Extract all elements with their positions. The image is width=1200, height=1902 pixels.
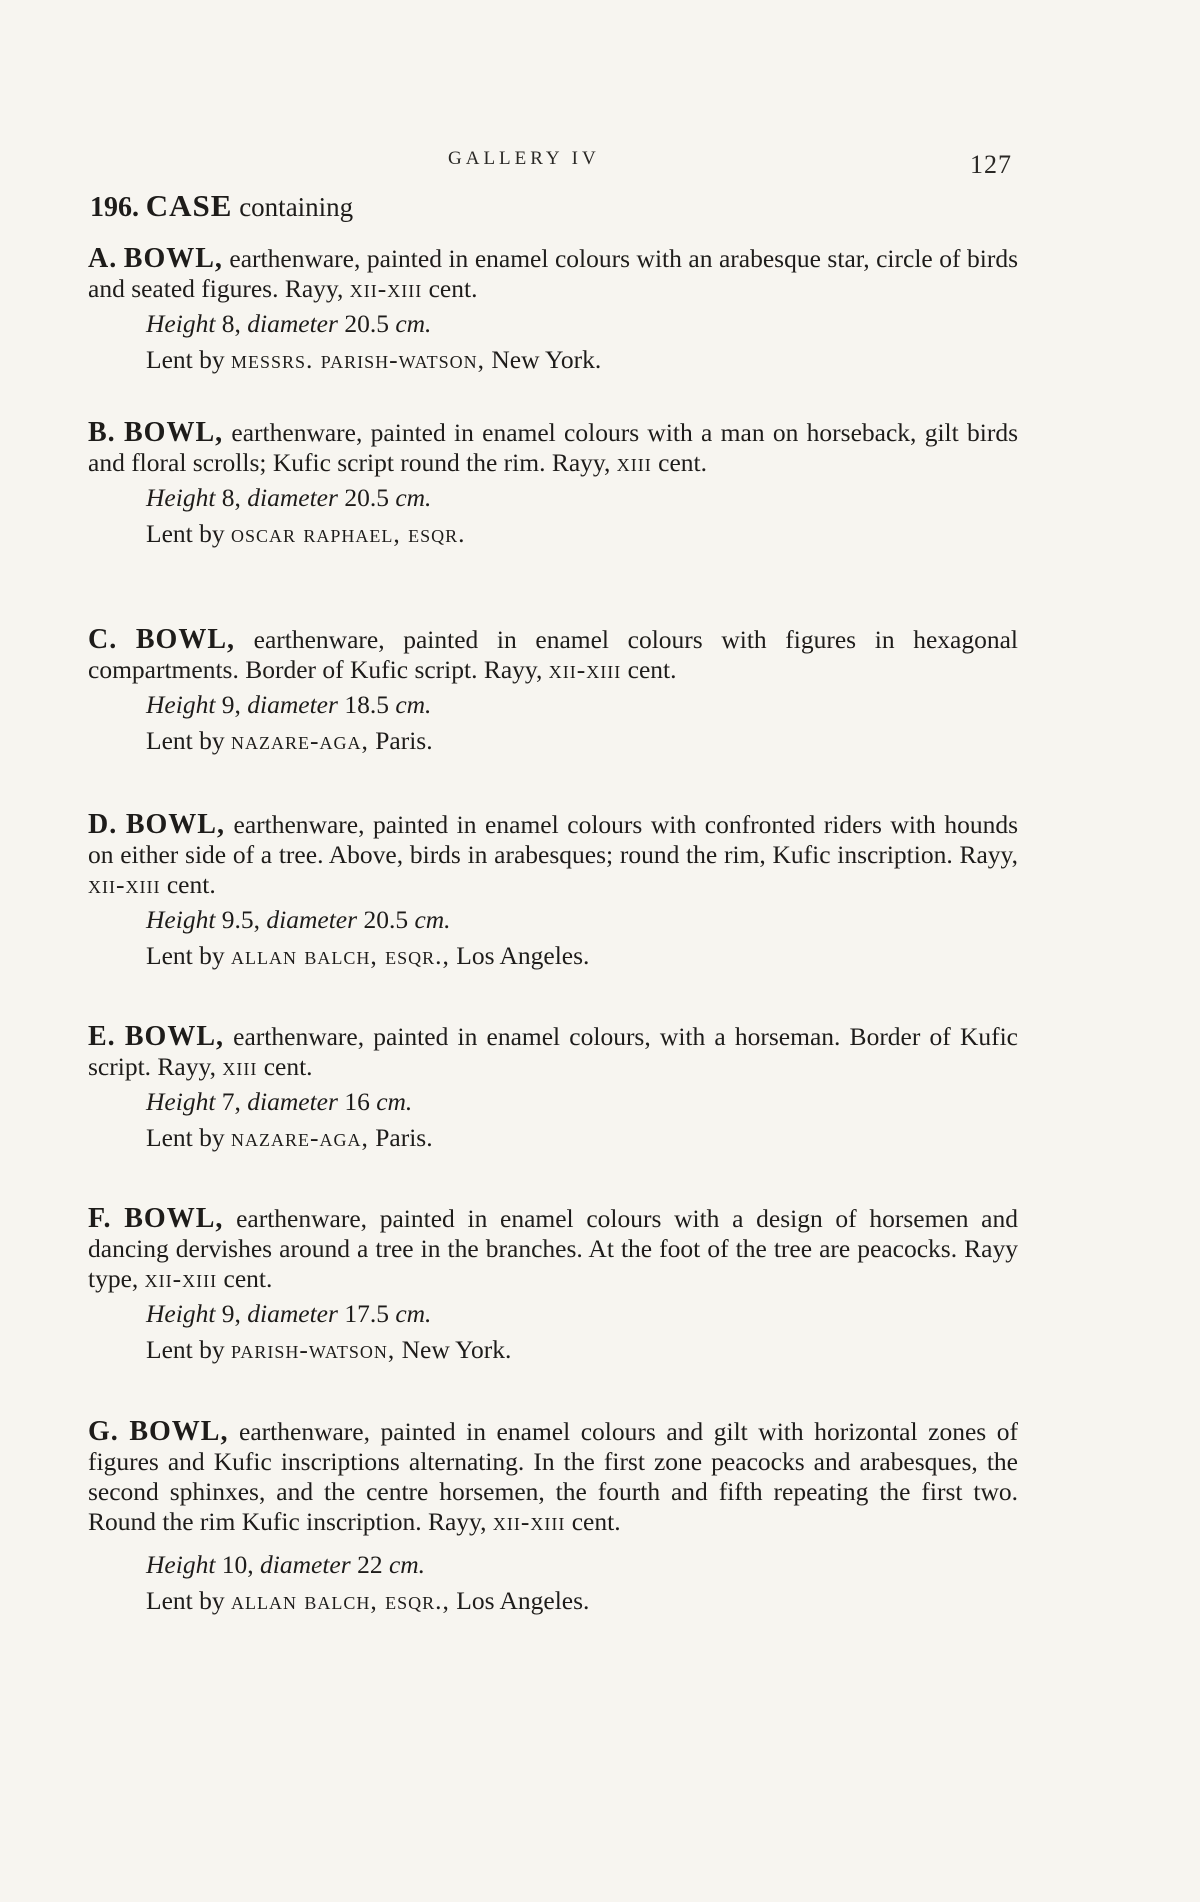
entry-description [88,1204,1018,1294]
height-label: Height [146,1550,216,1579]
catalogue-entry-c [88,625,1018,759]
entry-description [88,1022,1018,1082]
entry-object: BOWL, [129,1416,229,1447]
entry-lender [146,1120,1018,1156]
entry-description [88,1417,1018,1537]
dimension-unit: cm. [395,690,432,719]
entry-dimensions [146,1547,1018,1583]
entry-dimensions [146,1296,1018,1332]
height-label: Height [146,1299,216,1328]
dimension-unit: cm. [395,1299,432,1328]
lent-by-label: Lent by [146,726,225,755]
entry-text-end: cent. [621,655,677,684]
dimension-unit: cm. [414,905,451,934]
height-value: 8, [221,483,241,512]
lent-by-label: Lent by [146,1586,225,1615]
height-label: Height [146,1087,216,1116]
entry-lender [146,723,1018,759]
entry-letter: F. [88,1203,112,1234]
diameter-value: 18.5 [344,690,389,719]
entry-lender [146,516,1018,552]
entry-text: earthenware, painted in enamel colours, with a horseman. Border of Kufic script. Rayy, [88,1022,1019,1081]
dimension-unit: cm. [395,483,432,512]
lender-name: parish-watson, [230,1335,396,1364]
entry-period: xii-xiii [492,1507,566,1536]
diameter-value: 20.5 [363,905,409,934]
diameter-value: 22 [357,1550,383,1579]
entry-dimensions [146,306,1018,342]
entry-lender [146,938,1018,974]
lender-name: nazare-aga, [230,726,369,755]
dimension-unit: cm. [388,1550,426,1579]
lender-location: Los Angeles. [456,1586,590,1615]
entry-dimensions [146,687,1018,723]
lender-name: allan balch, esqr., [230,1586,450,1615]
height-value: 10, [221,1550,254,1579]
entry-text-end: cent. [160,870,216,899]
entry-text: earthenware, painted in enamel colours with a man on horseback, gilt birds and floral scrolls; Kufic script round the rim. Rayy, [88,418,1018,477]
catalogue-entry-f [88,1204,1018,1368]
case-heading [90,186,353,228]
entry-text-end: cent. [651,448,707,477]
running-head: GALLERY IV [448,148,600,169]
entry-text: earthenware, painted in enamel colours with figures in hexagonal compartments. Border of Kufic script. Rayy, [88,625,1018,684]
catalogue-entry-b [88,418,1018,552]
lender-location: New York. [401,1335,512,1364]
dimension-unit: cm. [376,1087,413,1116]
entry-letter: C. [88,624,118,655]
entry-object: BOWL, [123,417,224,448]
diameter-label: diameter [247,309,338,338]
diameter-value: 16 [344,1087,370,1116]
lender-location: Paris. [375,1123,433,1152]
case-title: CASE [145,188,233,223]
height-label: Height [146,690,216,719]
entry-period: xiii [616,448,652,477]
entry-object: BOWL, [125,809,225,840]
entry-period: xii-xiii [144,1264,218,1293]
diameter-label: diameter [260,1550,351,1579]
entry-text: earthenware, painted in enamel colours with a design of horsemen and dancing dervishes around a tree in the branches. At the foot of the tree are peacocks. Rayy type, [88,1204,1018,1293]
entry-text: earthenware, painted in enamel colours with confronted riders with hounds on either side of a tree. Above, birds in arabesques; round the rim, Kufic inscription. Rayy, [88,810,1019,869]
catalogue-entry-d [88,810,1018,974]
entry-object: BOWL, [135,624,236,655]
entry-period: xii-xiii [88,870,161,899]
entry-letter: B. [88,417,116,448]
entry-object: BOWL, [124,1203,224,1234]
height-value: 8, [221,309,241,338]
entry-lender [146,342,1018,378]
lender-name: nazare-aga, [230,1123,369,1152]
page-number: 127 [970,150,1012,179]
entry-dimensions [146,1084,1018,1120]
lender-name: allan balch, esqr., [230,941,450,970]
entry-text-end: cent. [565,1507,621,1536]
entry-text-end: cent. [422,274,478,303]
height-value: 9, [221,1299,241,1328]
lent-by-label: Lent by [146,941,225,970]
entry-period: xii-xiii [548,655,622,684]
entry-letter: G. [88,1416,119,1447]
catalogue-entry-g [88,1417,1018,1619]
lent-by-label: Lent by [146,1123,225,1152]
height-value: 7, [221,1087,241,1116]
entry-description [88,625,1018,685]
height-label: Height [146,905,216,934]
height-value: 9.5, [221,905,261,934]
entry-period: xii-xiii [349,274,423,303]
entry-description [88,244,1018,304]
entry-description [88,810,1018,900]
entry-text: earthenware, painted in enamel colours with an arabesque star, circle of birds and seated figures. Rayy, [88,244,1019,303]
entry-lender [146,1332,1018,1368]
lent-by-label: Lent by [146,345,225,374]
catalogue-entry-a [88,244,1018,378]
entry-letter: A. [88,243,118,274]
height-label: Height [146,483,216,512]
dimension-unit: cm. [395,309,432,338]
height-label: Height [146,309,216,338]
entry-dimensions [146,902,1018,938]
entry-dimensions [146,480,1018,516]
diameter-label: diameter [247,483,338,512]
diameter-value: 20.5 [344,309,389,338]
diameter-label: diameter [247,1087,338,1116]
entry-description [88,418,1018,478]
catalogue-entry-e [88,1022,1018,1156]
height-value: 9, [221,690,241,719]
diameter-label: diameter [247,690,338,719]
entry-letter: E. [88,1021,116,1052]
case-suffix: containing [239,192,354,222]
entry-object: BOWL, [124,1021,224,1052]
entry-lender [146,1583,1018,1619]
diameter-label: diameter [266,905,358,934]
entry-text: earthenware, painted in enamel colours and gilt with horizontal zones of figures and Kufic inscriptions alternating. In the first zone peacocks and arabesques, the second sphinxes, and the centre horsemen, the fourth and fifth repeating the first two. Round the rim Kufic inscription. Rayy, [88,1417,1019,1536]
lender-location: Los Angeles. [456,941,590,970]
lender-name: oscar raphael, esqr. [230,519,466,548]
lent-by-label: Lent by [146,1335,225,1364]
lender-location: Paris. [375,726,433,755]
diameter-label: diameter [247,1299,338,1328]
diameter-value: 20.5 [344,483,389,512]
entry-object: BOWL, [123,243,223,274]
entry-letter: D. [88,809,118,840]
lender-name: messrs. parish-watson, [230,345,486,374]
lender-location: New York. [491,345,602,374]
lent-by-label: Lent by [146,519,225,548]
entry-period: xiii [222,1052,258,1081]
entry-text-end: cent. [257,1052,313,1081]
diameter-value: 17.5 [344,1299,389,1328]
case-number: 196. [90,192,139,223]
entry-text-end: cent. [217,1264,273,1293]
